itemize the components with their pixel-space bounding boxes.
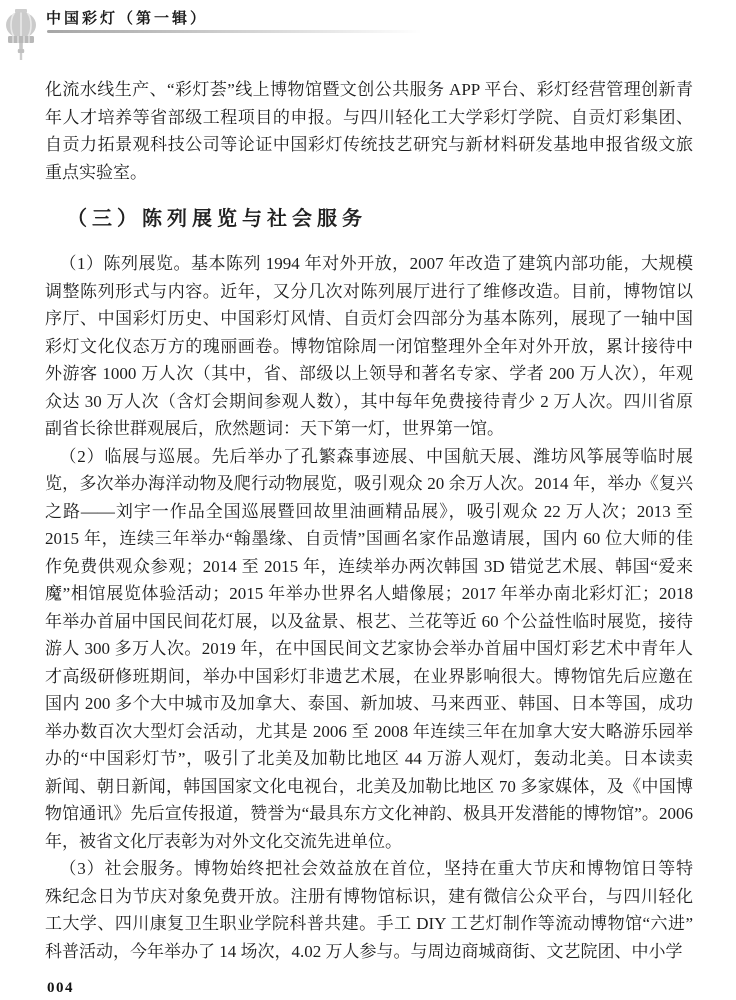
text-line: 彩灯文化仪态万方的瑰丽画卷。博物馆除周一闭馆整理外全年对外开放，累计接待中 (45, 336, 693, 356)
text-line: （3）社会服务。博物始终把社会效益放在首位，坚持在重大节庆和博物馆日等特 (59, 859, 693, 878)
page-header (0, 0, 736, 60)
text-line: 重点实验室。 (45, 162, 147, 182)
text-line: 外游客 1000 万人次（其中，省、部级以上领导和著名专家、学者 200 万人次），年观 (45, 364, 693, 383)
text-line: 魔”相馆展览体验活动；2015 年举办世界名人蜡像展；2017 年举办南北彩灯汇；2018 (45, 584, 693, 603)
text-line: 工大学、四川康复卫生职业学院科普共建。手工 DIY 工艺灯制作等流动博物馆“六进” (45, 914, 693, 933)
text-line: 2015 年，连续三年举办“翰墨缘、自贡情”国画名家作品邀请展，国内 60 位大师的佳 (45, 529, 693, 548)
text-line: 作免费供观众参观；2014 至 2015 年，连续举办两次韩国 3D 错觉艺术展、韩国“爱来 (45, 556, 693, 576)
header-divider (47, 30, 422, 33)
text-line: 举办数百次大型灯会活动，尤其是 2006 至 2008 年连续三年在加拿大安大略游乐园举 (45, 721, 693, 741)
text-line: （2）临展与巡展。先后举办了孔繁森事迹展、中国航天展、潍坊风筝展等临时展 (59, 446, 693, 466)
page-number: 004 (47, 980, 74, 996)
text-line: 副省长徐世群观展后，欣然题词：天下第一灯，世界第一馆。 (45, 419, 504, 438)
text-line: 才高级研修班期间，举办中国彩灯非遗艺术展，在业界影响很大。博物馆先后应邀在 (45, 666, 693, 686)
text-line: 之路——刘宇一作品全国巡展暨回故里油画精品展》，吸引观众 22 万人次；2013 至 (45, 501, 693, 521)
text-line: 办的“中国彩灯节”，吸引了北美及加勒比地区 44 万游人观灯，轰动北美。日本读卖 (45, 749, 693, 768)
text-line: （1）陈列展览。基本陈列 1994 年对外开放，2007 年改造了建筑内部功能，大规模 (59, 254, 693, 273)
text-line: 众达 30 万人次（含灯会期间参观人数），其中每年免费接待青少 2 万人次。四川省原 (45, 391, 693, 411)
text-line: 年人才培养等省部级工程项目的申报。与四川轻化工大学彩灯学院、自贡灯彩集团、 (45, 107, 693, 127)
text-line: 年，被省文化厅表彰为对外文化交流先进单位。 (45, 831, 402, 851)
text-line: 科普活动，今年举办了 14 场次，4.02 万人参与。与周边商城商街、文艺院团、中小学 (45, 941, 683, 961)
text-line: 化流水线生产、“彩灯荟”线上博物馆暨文创公共服务 APP 平台、彩灯经营管理创新青 (45, 80, 693, 99)
body-text (45, 76, 693, 965)
text-line: 调整陈列形式与内容。近年，又分几次对陈列展厅进行了维修改造。目前，博物馆以 (45, 281, 693, 301)
book-title: 中国彩灯（第一辑） (46, 11, 209, 27)
text-line: 国内 200 多个大中城市及加拿大、泰国、新加坡、马来西亚、韩国、日本等国，成功 (45, 694, 693, 713)
text-line: 自贡力拓景观科技公司等论证中国彩灯传统技艺研究与新材料研发基地申报省级文旅 (45, 135, 693, 154)
text-line: 序厅、中国彩灯历史、中国彩灯风情、自贡灯会四部分为基本陈列，展现了一轴中国 (45, 309, 693, 328)
text-line: 殊纪念日为节庆对象免费开放。注册有博物馆标识，建有微信公众平台，与四川轻化 (45, 886, 693, 906)
section-heading: （三）陈列展览与社会服务 (67, 208, 367, 230)
text-line: 年举办首届中国民间花灯展，以及盆景、根艺、兰花等近 60 个公益性临时展览，接待 (45, 611, 693, 631)
lantern-icon (3, 8, 39, 65)
text-line: 物馆通讯》先后宣传报道，赞誉为“最具东方文化神韵、极具开发潜能的博物馆”。2006 (45, 804, 693, 823)
text-line: 游人 300 多万人次。2019 年，在中国民间文艺家协会举办首届中国灯彩艺术中青年人 (45, 639, 693, 658)
text-line: 新闻、朝日新闻，韩国国家文化电视台，北美及加勒比地区 70 多家媒体，及《中国博 (45, 776, 693, 796)
text-line: 览，多次举办海洋动物及爬行动物展览，吸引观众 20 余万人次。2014 年，举办《复兴 (45, 474, 693, 493)
